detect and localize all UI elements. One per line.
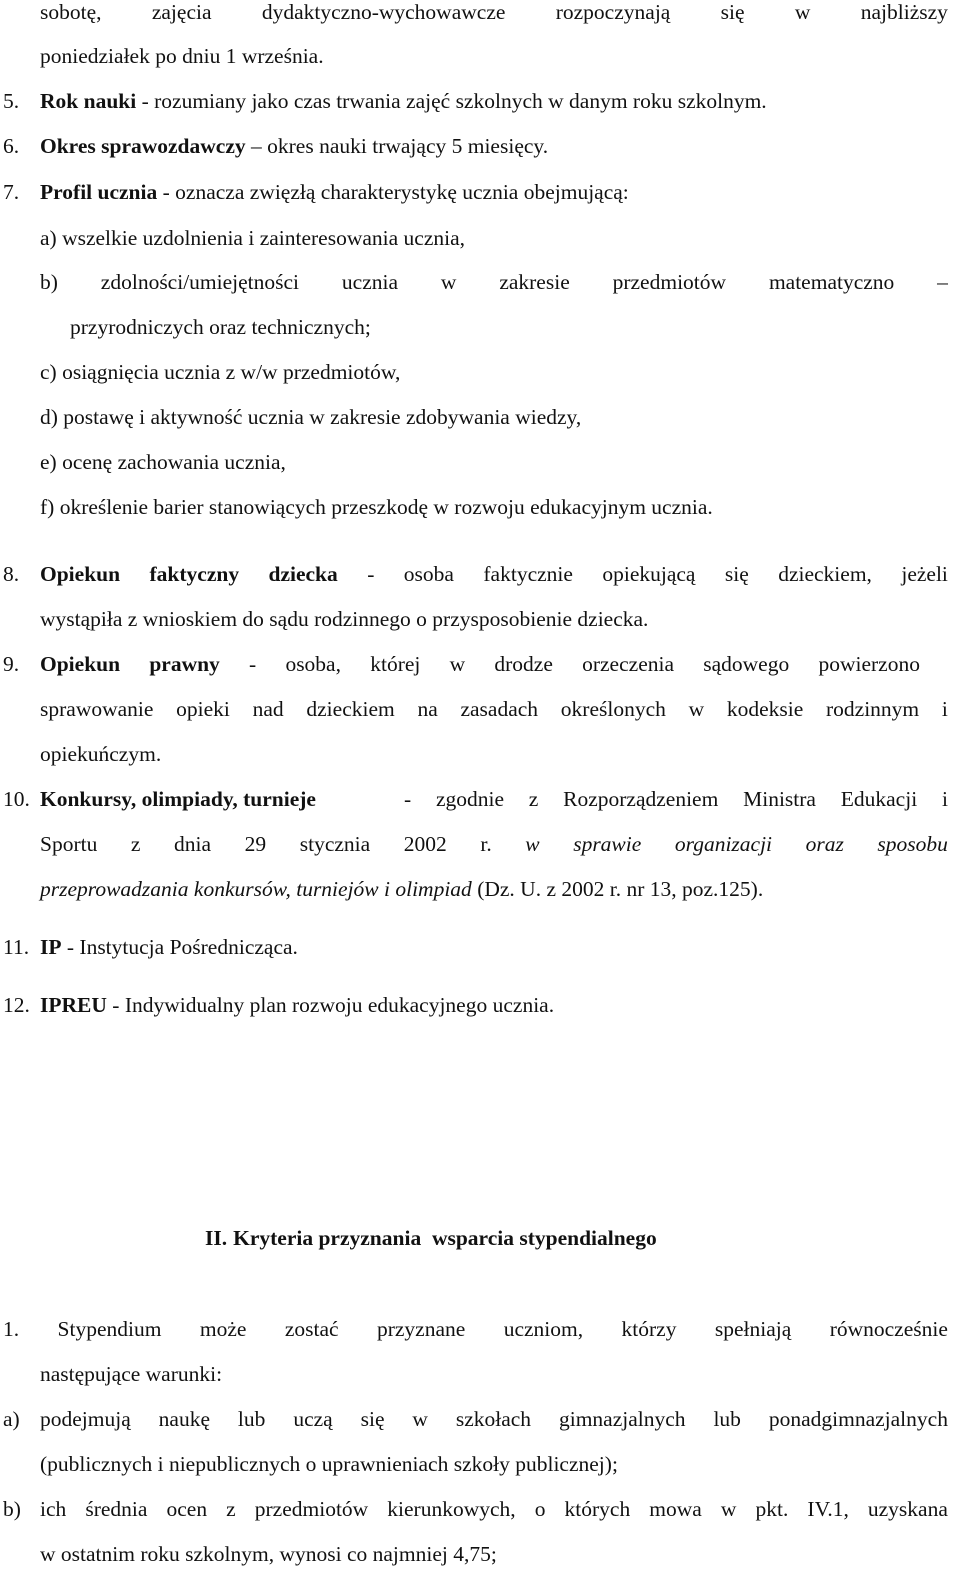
word: dydaktyczno-wychowawcze — [261, 0, 506, 24]
definition-term: Okres sprawozdawczy — [40, 134, 246, 158]
word: sposobu — [877, 832, 948, 856]
definition-line — [40, 834, 948, 856]
profile-item-b-continuation: przyrodniczych oraz technicznych; — [70, 315, 371, 339]
word: lub — [237, 1407, 266, 1431]
word: 1. — [3, 1317, 20, 1341]
profile-item-f: f) określenie barier stanowiących przeszkodę w rozwoju edukacyjnym ucznia. — [40, 495, 713, 519]
criterion-a — [40, 1409, 948, 1431]
word: naukę — [158, 1407, 211, 1431]
word: faktycznie — [483, 562, 573, 586]
word: kodeksie — [726, 697, 804, 721]
definition-line — [40, 654, 920, 676]
word: z — [226, 1497, 236, 1521]
definition-number: 10. — [3, 787, 30, 811]
definition-term: Rok nauki — [40, 89, 137, 113]
word: zasadach — [460, 697, 539, 721]
word: przedmiotów — [612, 270, 727, 294]
word: na — [417, 697, 438, 721]
word: faktyczny — [149, 562, 240, 586]
word: uczniom, — [503, 1317, 584, 1341]
word: lub — [713, 1407, 741, 1431]
criteria-intro — [3, 1319, 948, 1341]
word: i — [941, 697, 948, 721]
definition-number: 6. — [3, 134, 20, 158]
section-title: Kryteria przyznania wsparcia stypendialnego — [233, 1226, 657, 1250]
word: przyznane — [376, 1317, 466, 1341]
word: w — [412, 1407, 428, 1431]
word: jeżeli — [901, 562, 948, 586]
word: osoba, — [285, 652, 341, 676]
word: równocześnie — [829, 1317, 948, 1341]
criterion-label: a) — [3, 1407, 20, 1431]
word: rodzinnym — [826, 697, 920, 721]
section-heading — [205, 1228, 657, 1250]
word: zostać — [284, 1317, 339, 1341]
word: której — [370, 652, 421, 676]
definition-number: 8. — [3, 562, 20, 586]
word: i — [941, 787, 948, 811]
word: w — [688, 697, 705, 721]
definition-number: 12. — [3, 993, 30, 1017]
word: sądowego — [703, 652, 790, 676]
word: powierzono — [818, 652, 920, 676]
criterion-b-continuation: w ostatnim roku szkolnym, wynosi co najmniej 4,75; — [40, 1542, 497, 1566]
definition-term: IPREU — [40, 993, 107, 1017]
definition-term: IP — [40, 935, 62, 959]
word: dziecka — [268, 562, 338, 586]
definition-number: 7. — [3, 180, 20, 204]
definition-number: 9. — [3, 652, 20, 676]
word: drodze — [494, 652, 553, 676]
profile-item-c: c) osiągnięcia ucznia z w/w przedmiotów, — [40, 360, 401, 384]
profile-item-b — [40, 272, 948, 294]
regulation-title: przeprowadzania konkursów, turniejów i olimpiad — [40, 877, 472, 901]
word: 29 — [244, 832, 267, 856]
word: sprawie — [573, 832, 642, 856]
word: Sportu — [40, 832, 98, 856]
word: przedmiotów — [254, 1497, 369, 1521]
word: spełniają — [714, 1317, 792, 1341]
word: - — [367, 562, 375, 586]
word: ponadgimnazjalnych — [768, 1407, 948, 1431]
word: uczą — [293, 1407, 333, 1431]
word: Edukacji — [840, 787, 918, 811]
definition-line — [40, 564, 948, 586]
word: kierunkowych, — [387, 1497, 516, 1521]
word: rozpoczynają — [555, 0, 671, 24]
definition-text: - rozumiany jako czas trwania zajęć szkolnych w danym roku szkolnym. — [136, 89, 767, 113]
word: zajęcia — [151, 0, 212, 24]
word: Ministra — [743, 787, 816, 811]
word: b) — [40, 270, 58, 294]
word: średnia — [85, 1497, 148, 1521]
word: się — [724, 562, 749, 586]
profile-item-e: e) ocenę zachowania ucznia, — [40, 450, 286, 474]
word: zgodnie — [435, 787, 505, 811]
word: prawny — [149, 652, 220, 676]
word: r. — [480, 832, 492, 856]
definition-text: - Indywidualny plan rozwoju edukacyjnego ucznia. — [106, 993, 555, 1017]
word: w — [440, 270, 457, 294]
word: najbliższy — [860, 0, 948, 24]
word: w — [794, 0, 811, 24]
word: Opiekun — [40, 652, 121, 676]
word: podejmują — [40, 1407, 131, 1431]
word: się — [720, 0, 745, 24]
word: pkt. — [755, 1497, 789, 1521]
definition-term: Konkursy, olimpiady, turnieje — [40, 787, 316, 811]
word: sprawowanie — [40, 697, 154, 721]
definition-term: Profil ucznia — [40, 180, 158, 204]
word: ich — [40, 1497, 67, 1521]
word: o — [534, 1497, 546, 1521]
criterion-b — [40, 1499, 948, 1521]
word: w — [449, 652, 466, 676]
word: osoba — [403, 562, 454, 586]
word: organizacji — [674, 832, 773, 856]
word: oraz — [805, 832, 844, 856]
word: może — [199, 1317, 247, 1341]
word: szkołach — [455, 1407, 532, 1431]
definition-text: - oznacza zwięzłą charakterystykę ucznia obejmującą: — [157, 180, 629, 204]
word: z — [130, 832, 141, 856]
word: nad — [252, 697, 284, 721]
word: zakresie — [499, 270, 570, 294]
word: mowa — [649, 1497, 702, 1521]
word: orzeczenia — [582, 652, 674, 676]
word: 2002 — [403, 832, 447, 856]
definition-text: – okres nauki trwający 5 miesięcy. — [245, 134, 549, 158]
word: się — [360, 1407, 385, 1431]
word: uzyskana — [867, 1497, 948, 1521]
definition-number: 11. — [3, 935, 30, 959]
word: opiekującą — [602, 562, 696, 586]
regulation-reference: (Dz. U. z 2002 r. nr 13, poz.125). — [471, 877, 764, 901]
word: matematyczno — [768, 270, 895, 294]
word: zdolności/umiejętności — [100, 270, 300, 294]
word: Rozporządzeniem — [563, 787, 719, 811]
word: w — [525, 832, 540, 856]
word: gimnazjalnych — [558, 1407, 686, 1431]
section-numeral: II. — [205, 1226, 228, 1250]
word: IV.1, — [807, 1497, 849, 1521]
word: - — [404, 787, 412, 811]
criteria-intro-continuation: następujące warunki: — [40, 1362, 223, 1386]
word: którzy — [621, 1317, 677, 1341]
profile-item-d: d) postawę i aktywność ucznia w zakresie zdobywania wiedzy, — [40, 405, 582, 429]
word: sobotę, — [40, 0, 102, 24]
continuation-line-1 — [40, 2, 948, 24]
word: Opiekun — [40, 562, 121, 586]
definition-number: 5. — [3, 89, 20, 113]
definition-text: - Instytucja Pośrednicząca. — [61, 935, 298, 959]
word: dnia — [174, 832, 212, 856]
word: - — [249, 652, 257, 676]
word: określonych — [560, 697, 666, 721]
criterion-a-continuation: (publicznych i niepublicznych o uprawnieniach szkoły publicznej); — [40, 1452, 618, 1476]
word: ucznia — [341, 270, 399, 294]
word: z — [528, 787, 539, 811]
definition-line — [40, 699, 948, 721]
word: których — [564, 1497, 631, 1521]
profile-item-a: a) wszelkie uzdolnienia i zainteresowania ucznia, — [40, 226, 466, 250]
word: w — [720, 1497, 737, 1521]
word: – — [937, 270, 948, 294]
word: opieki — [176, 697, 230, 721]
word: dzieckiem, — [778, 562, 872, 586]
continuation-line-2: poniedziałek po dniu 1 września. — [40, 44, 324, 68]
word: ocen — [166, 1497, 208, 1521]
definition-line — [404, 789, 948, 811]
word: stycznia — [299, 832, 371, 856]
definition-line: wystąpiła z wnioskiem do sądu rodzinnego o przysposobienie dziecka. — [40, 607, 649, 631]
word: dzieckiem — [306, 697, 395, 721]
criterion-label: b) — [3, 1497, 21, 1521]
word: Stypendium — [57, 1317, 162, 1341]
definition-line: opiekuńczym. — [40, 742, 162, 766]
